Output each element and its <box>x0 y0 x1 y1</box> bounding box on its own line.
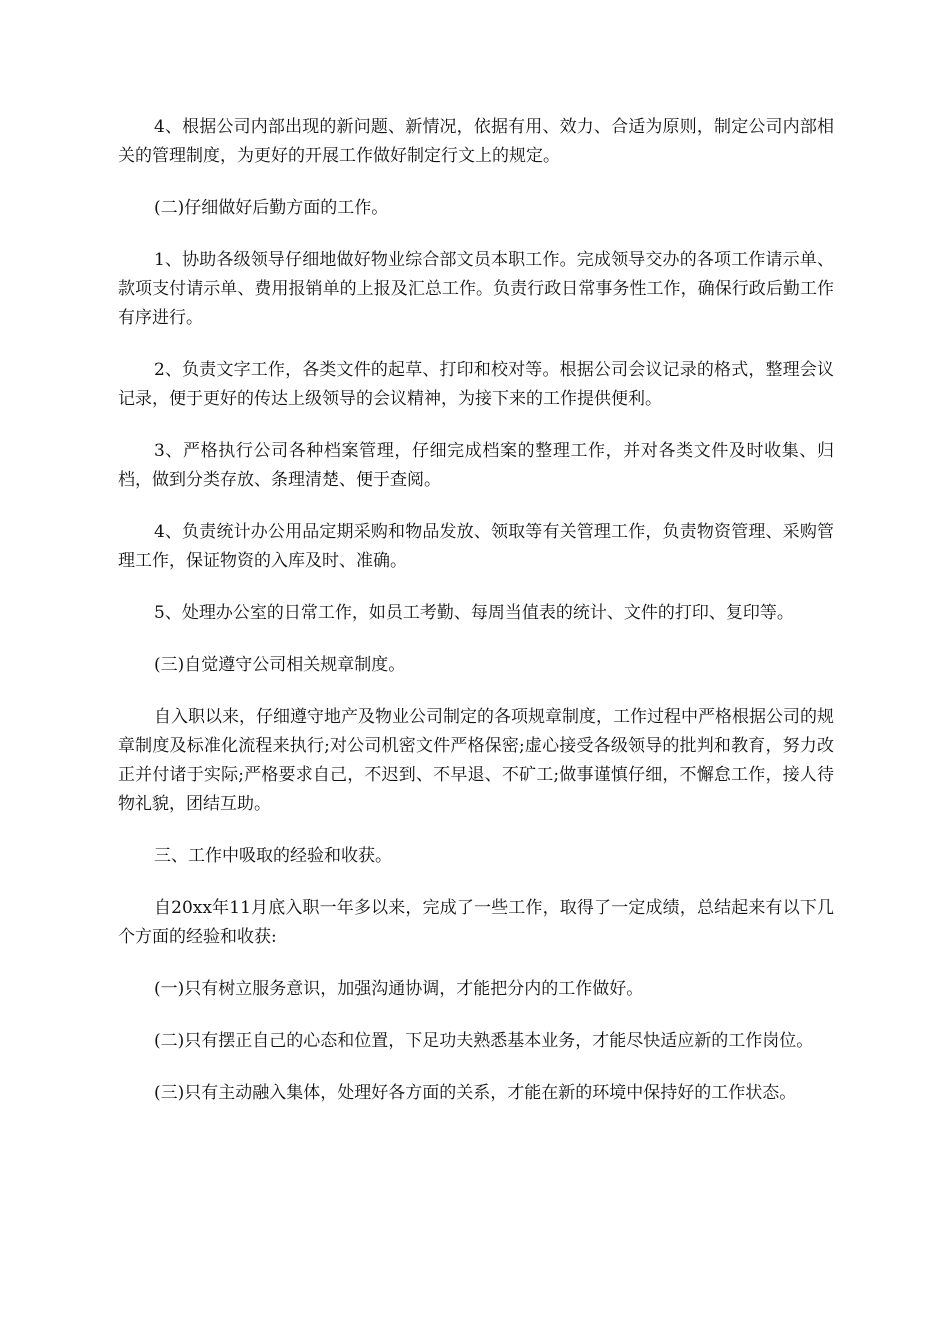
paragraph-assist-leaders: 1、协助各级领导仔细地做好物业综合部文员本职工作。完成领导交办的各项工作请示单、款项支付请示单、费用报销单的上报及汇总工作。负责行政日常事务性工作，确保行政后勤工作有序进行。 <box>118 250 834 328</box>
document-body <box>118 113 834 1108</box>
paragraph-experience-intro: 自20xx年11月底入职一年多以来，完成了一些工作，取得了一定成绩，总结起来有以下几个方面的经验和收获: <box>118 898 834 947</box>
paragraph-office-supplies: 4、负责统计办公用品定期采购和物品发放、领取等有关管理工作，负责物资管理、采购管理工作，保证物资的入库及时、准确。 <box>118 522 834 571</box>
list-item-service-awareness: (一)只有树立服务意识，加强沟通协调，才能把分内的工作做好。 <box>154 979 644 999</box>
paragraph-archive-management: 3、严格执行公司各种档案管理，仔细完成档案的整理工作，并对各类文件及时收集、归档，做到分类存放、条理清楚、便于查阅。 <box>118 441 834 490</box>
paragraph-daily-office-work: 5、处理办公室的日常工作，如员工考勤、每周当值表的统计、文件的打印、复印等。 <box>154 603 794 623</box>
heading-logistics-work: (二)仔细做好后勤方面的工作。 <box>154 198 389 218</box>
heading-experience-gains: 三、工作中吸取的经验和收获。 <box>154 846 392 866</box>
paragraph-document-work: 2、负责文字工作，各类文件的起草、打印和校对等。根据公司会议记录的格式，整理会议记录，便于更好的传达上级领导的会议精神，为接下来的工作提供便利。 <box>118 360 834 409</box>
list-item-mindset-position: (二)只有摆正自己的心态和位置，下足功夫熟悉基本业务，才能尽快适应新的工作岗位。 <box>154 1031 814 1051</box>
paragraph-management-rules: 4、根据公司内部出现的新问题、新情况，依据有用、效力、合适为原则，制定公司内部相关的管理制度，为更好的开展工作做好制定行文上的规定。 <box>118 117 834 166</box>
paragraph-rules-compliance: 自入职以来，仔细遵守地产及物业公司制定的各项规章制度，工作过程中严格根据公司的规章制度及标准化流程来执行;对公司机密文件严格保密;虚心接受各级领导的批判和教育，努力改正并付诸于实际;严格要求自己，不迟到、不早退、不矿工;做事谨慎仔细，不懈怠工作，接人待物礼貌，团结互助。 <box>118 707 834 814</box>
heading-company-rules: (三)自觉遵守公司相关规章制度。 <box>154 655 406 675</box>
list-item-team-integration: (三)只有主动融入集体，处理好各方面的关系，才能在新的环境中保持好的工作状态。 <box>154 1083 797 1103</box>
